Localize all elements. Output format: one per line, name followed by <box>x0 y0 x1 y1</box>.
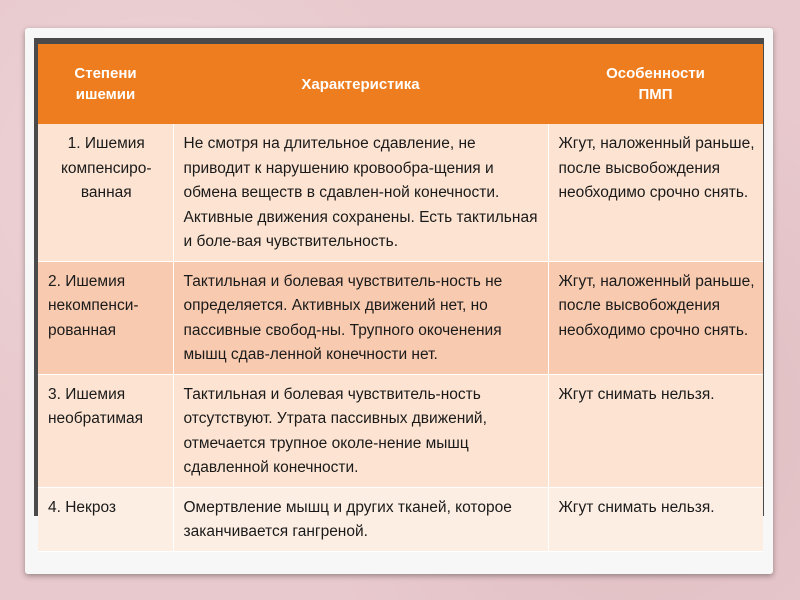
header-characteristic: Характеристика <box>173 44 548 124</box>
table-row <box>38 261 763 374</box>
first-aid-cell: Жгут снимать нельзя. <box>548 487 763 551</box>
first-aid-cell: Жгут снимать нельзя. <box>548 374 763 487</box>
description-cell: Тактильная и болевая чувствитель-ность не определяется. Активных движений нет, но пассивные свобод-ны. Трупного окоченения мышц сдав-ленной конечности нет. <box>173 261 548 374</box>
description-cell: Не смотря на длительное сдавление, не приводит к нарушению кровообра-щения и обмена веществ в сдавлен-ной конечности. Активные движения сохранены. Есть тактильная и боле-вая чувствительность. <box>173 124 548 261</box>
degree-cell: 2. Ишемия некомпенси-рованная <box>38 261 173 374</box>
table-header-row <box>38 44 763 124</box>
degree-cell: 3. Ишемия необратимая <box>38 374 173 487</box>
degree-cell: 4. Некроз <box>38 487 173 551</box>
first-aid-cell: Жгут, наложенный раньше, после высвобождения необходимо срочно снять. <box>548 124 763 261</box>
ischemia-table <box>38 44 763 552</box>
first-aid-cell: Жгут, наложенный раньше, после высвобождения необходимо срочно снять. <box>548 261 763 374</box>
description-cell: Тактильная и болевая чувствитель-ность отсутствуют. Утрата пассивных движений, отмечается трупное околе-нение мышц сдавленной конечности. <box>173 374 548 487</box>
table-row <box>38 124 763 261</box>
degree-cell: 1. Ишемия компенсиро- ванная <box>38 124 173 261</box>
table-row <box>38 374 763 487</box>
header-first-aid: Особенности ПМП <box>548 44 763 124</box>
description-cell: Омертвление мышц и других тканей, которое заканчивается гангреной. <box>173 487 548 551</box>
header-degree: Степени ишемии <box>38 44 173 124</box>
table-row <box>38 487 763 551</box>
